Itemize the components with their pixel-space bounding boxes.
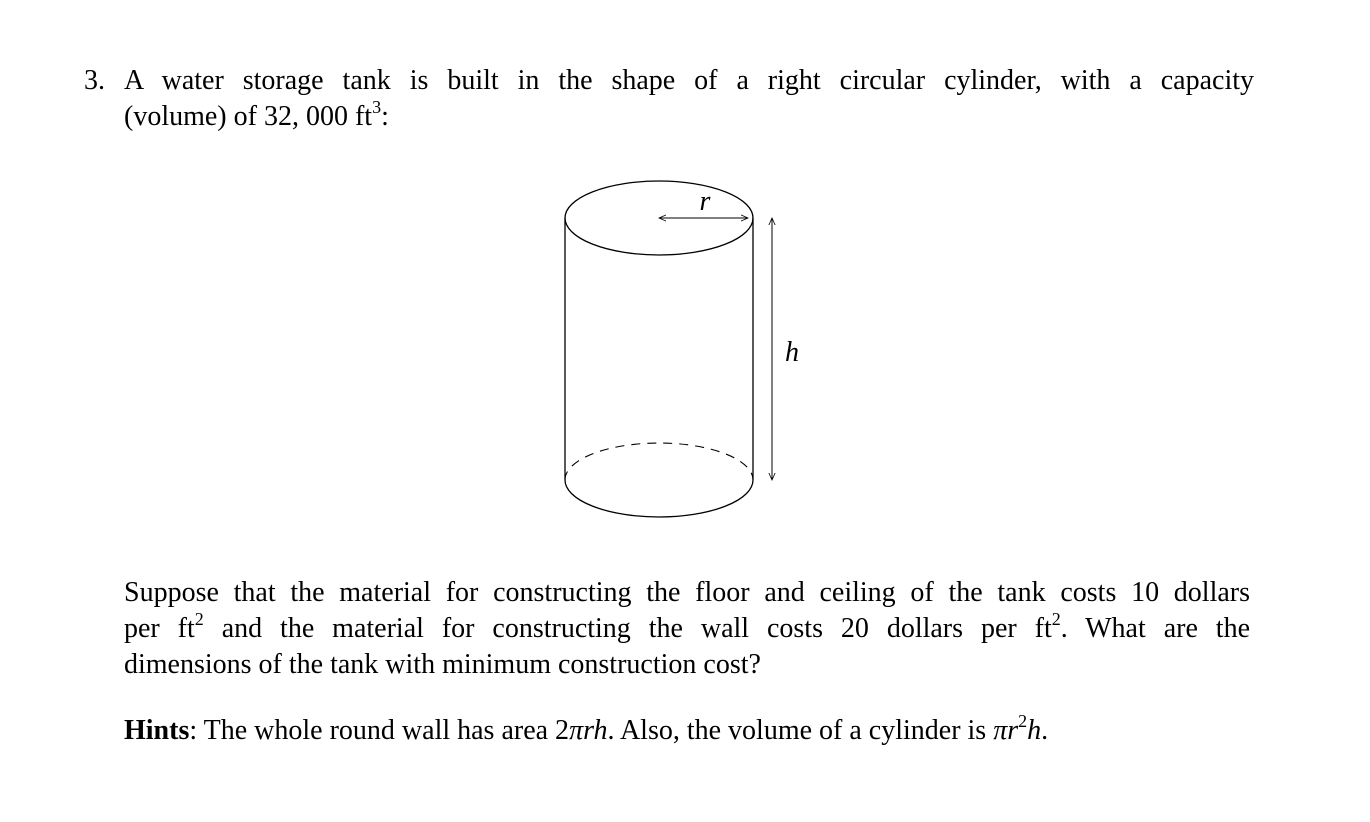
cost-line2-part-b: and the material for constructing the wall costs 20 dollars per ft (203, 613, 1052, 644)
problem-line-1 (84, 63, 1254, 99)
volume-exponent: 3 (372, 97, 382, 117)
cost-line2-part-c: . What are the (1060, 613, 1250, 644)
bottom-ellipse-front (565, 480, 753, 517)
cost-paragraph (124, 575, 1250, 683)
cost-paragraph-line-1: Suppose that the material for constructing the floor and ceiling of the tank costs 10 dollars (124, 577, 1250, 608)
floor-unit-exponent: 2 (194, 609, 204, 629)
cylinder-svg (555, 170, 799, 530)
hints-period: . (1041, 715, 1049, 746)
cost-paragraph-line-3: dimensions of the tank with minimum construction cost? (124, 649, 761, 680)
problem-text-line-2: (volume) of 32, 000 ft (124, 101, 373, 132)
hints-text-a: : The whole round wall has area 2 (189, 715, 570, 746)
cost-paragraph-line-2 (124, 611, 1250, 647)
hints-label: Hints (124, 715, 190, 746)
hints-text-b: . Also, the volume of a cylinder is (607, 715, 994, 746)
wall-area-formula: πrh (569, 715, 608, 746)
volume-formula-part-1: πr (993, 715, 1019, 746)
problem-text-line-1: A water storage tank is built in the shape of a right circular cylinder, with a capacity (124, 65, 1254, 96)
cost-line2-part-a: per ft (124, 613, 195, 644)
height-label: h (785, 337, 799, 368)
problem-statement (84, 63, 1254, 135)
wall-unit-exponent: 2 (1051, 609, 1061, 629)
bottom-ellipse-back (565, 443, 753, 480)
volume-formula-exponent: 2 (1018, 711, 1028, 731)
hints-paragraph (124, 713, 1250, 749)
problem-number: 3. (84, 65, 105, 96)
cylinder-diagram (555, 170, 799, 530)
problem-line-2 (124, 99, 1254, 135)
volume-formula-part-2: h (1027, 715, 1042, 746)
radius-label: r (699, 186, 711, 217)
problem-colon: : (381, 101, 389, 132)
